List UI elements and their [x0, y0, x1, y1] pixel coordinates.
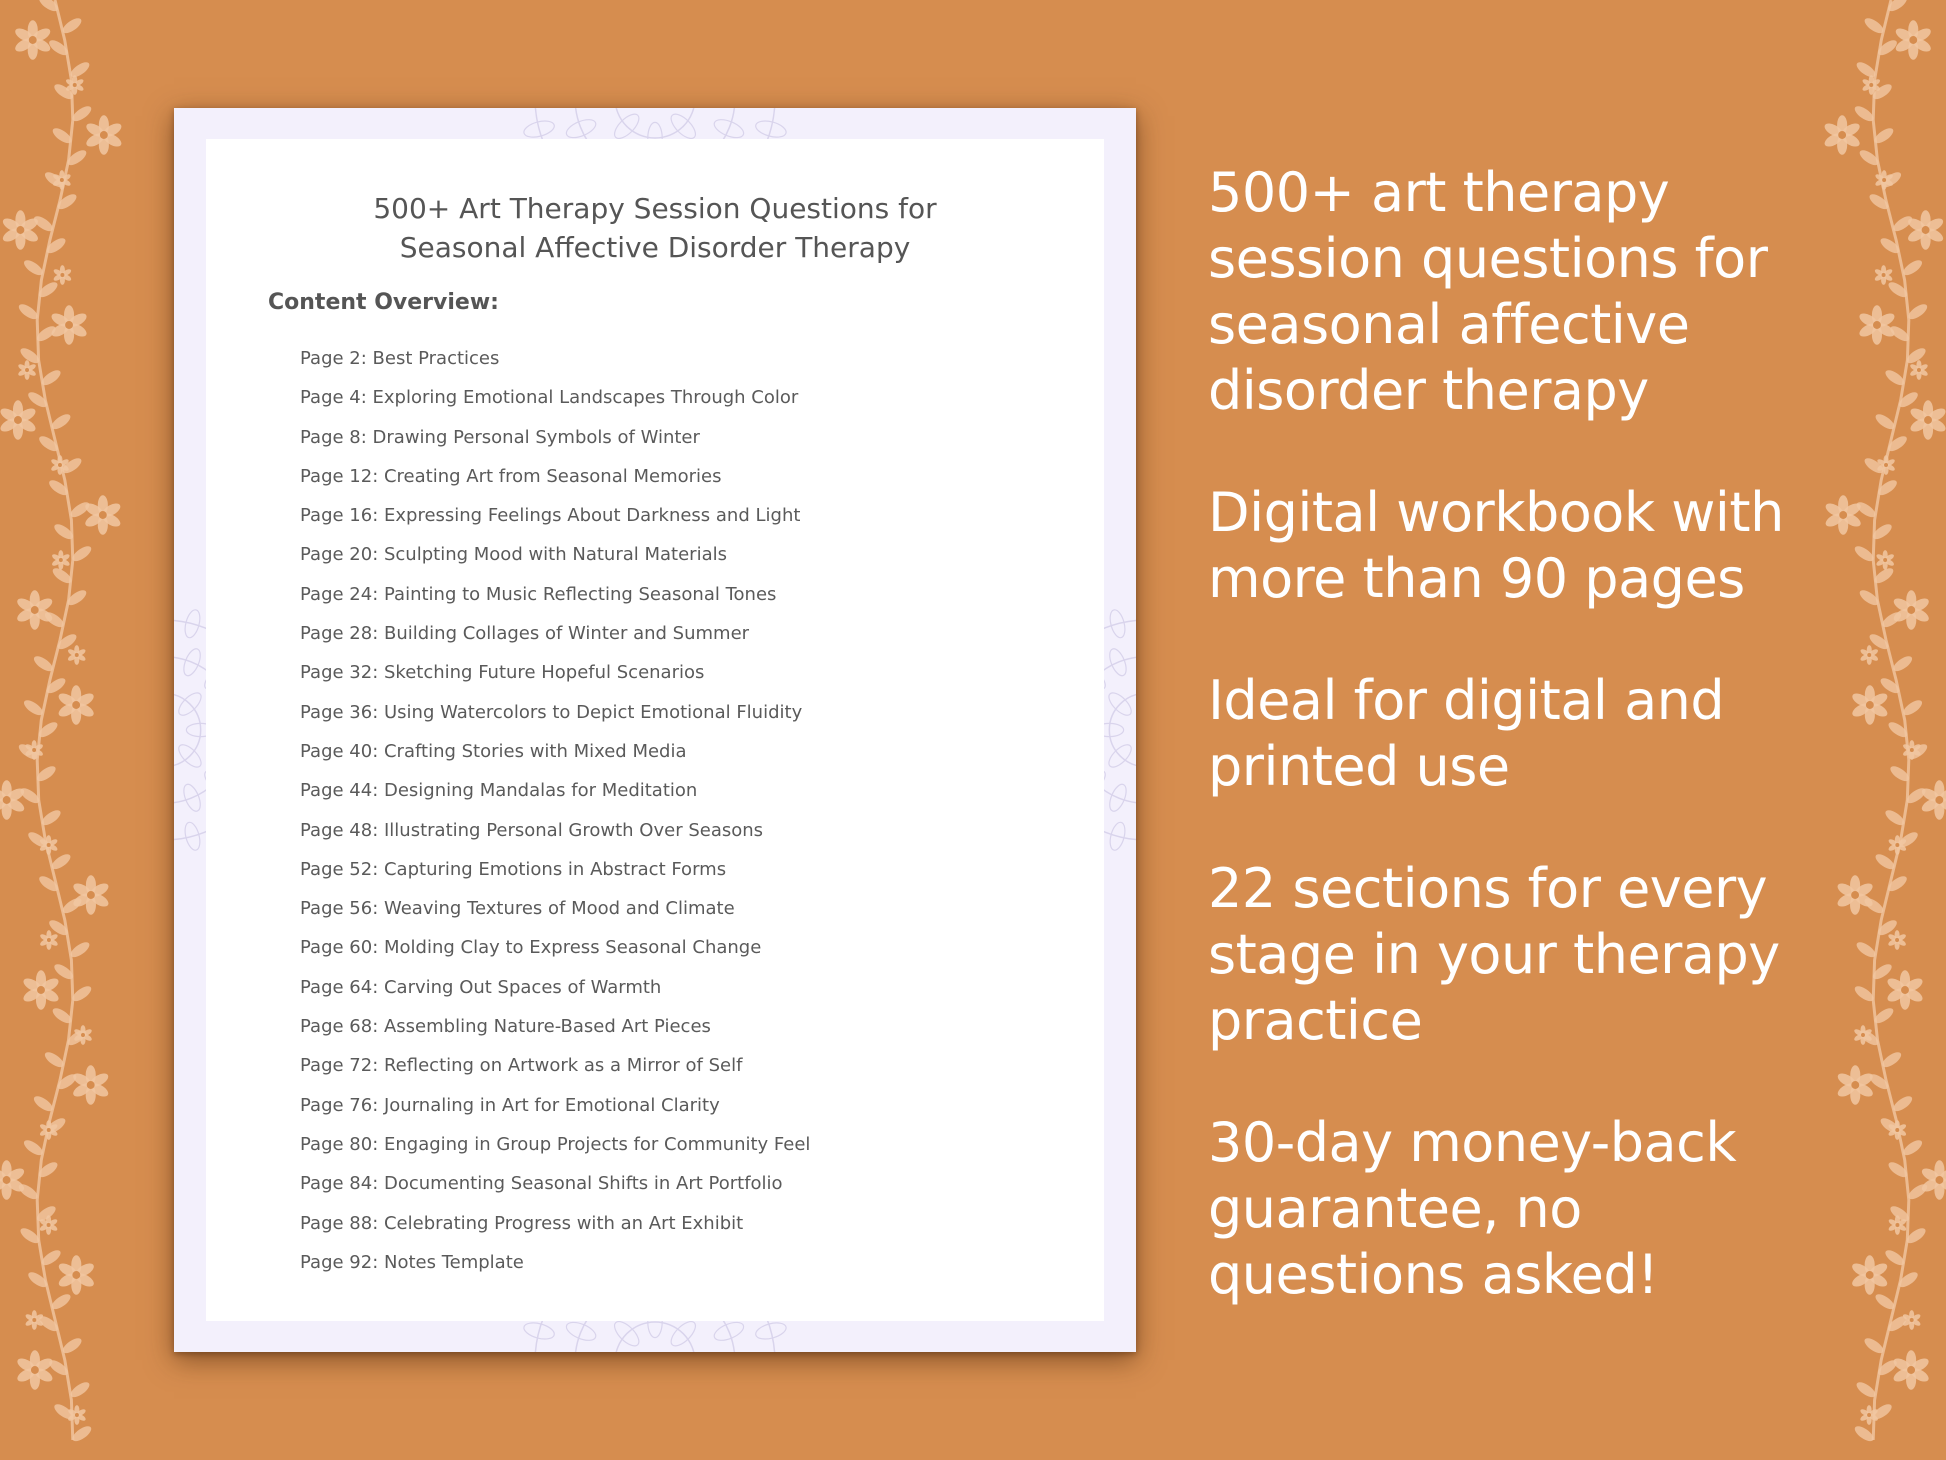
feature-item: Digital workbook with more than 90 pages: [1208, 481, 1784, 610]
toc-item: Page 72: Reflecting on Artwork as a Mirror of Self: [300, 1055, 743, 1077]
toc-item: Page 40: Crafting Stories with Mixed Media: [300, 740, 687, 762]
toc-item: Page 52: Capturing Emotions in Abstract Forms: [300, 858, 727, 880]
document-title: [206, 189, 1104, 267]
document-title-line2: Seasonal Affective Disorder Therapy: [399, 231, 911, 264]
toc-item: Page 84: Documenting Seasonal Shifts in Art Portfolio: [300, 1173, 783, 1195]
feature-item: 22 sections for every stage in your therapy practice: [1208, 857, 1780, 1052]
toc-item: Page 64: Carving Out Spaces of Warmth: [300, 976, 662, 998]
toc-item: Page 12: Creating Art from Seasonal Memories: [300, 465, 722, 487]
feature-item: Ideal for digital and printed use: [1208, 669, 1725, 798]
toc-item: Page 8: Drawing Personal Symbols of Winter: [300, 426, 700, 448]
feature-item: 500+ art therapy session questions for seasonal affective disorder therapy: [1208, 161, 1768, 422]
feature-item: 30-day money-back guarantee, no questions asked!: [1208, 1111, 1737, 1306]
toc-item: Page 2: Best Practices: [300, 348, 500, 369]
toc-item: Page 28: Building Collages of Winter and Summer: [300, 623, 750, 645]
toc-item: Page 92: Notes Template: [300, 1251, 524, 1273]
feature-list: [1208, 160, 1808, 1364]
toc-item: Page 24: Painting to Music Reflecting Seasonal Tones: [300, 583, 777, 605]
toc-item: Page 36: Using Watercolors to Depict Emotional Fluidity: [300, 701, 803, 723]
toc-item: Page 76: Journaling in Art for Emotional Clarity: [300, 1094, 720, 1116]
toc-item: Page 56: Weaving Textures of Mood and Climate: [300, 898, 735, 920]
toc-item: Page 32: Sketching Future Hopeful Scenarios: [300, 662, 705, 684]
toc-item: Page 48: Illustrating Personal Growth Over Seasons: [300, 819, 764, 841]
document-preview: [174, 108, 1136, 1352]
toc-item: Page 16: Expressing Feelings About Darkness and Light: [300, 505, 801, 527]
content-overview-heading: Content Overview:: [268, 290, 499, 315]
toc-item: Page 68: Assembling Nature-Based Art Pieces: [300, 1016, 711, 1038]
document-title-line1: 500+ Art Therapy Session Questions for: [373, 192, 937, 225]
toc-item: Page 88: Celebrating Progress with an Art Exhibit: [300, 1212, 744, 1234]
toc-item: Page 4: Exploring Emotional Landscapes Through Color: [300, 387, 799, 409]
toc-item: Page 20: Sculpting Mood with Natural Materials: [300, 544, 727, 566]
toc-item: Page 80: Engaging in Group Projects for Community Feel: [300, 1133, 811, 1155]
document-page: [206, 139, 1104, 1321]
table-of-contents: [300, 339, 810, 1282]
toc-item: Page 44: Designing Mandalas for Meditation: [300, 780, 698, 802]
floral-vine-right-decoration: [1816, 0, 1946, 1460]
toc-item: Page 60: Molding Clay to Express Seasonal Change: [300, 937, 762, 959]
floral-vine-left-decoration: [0, 0, 130, 1460]
